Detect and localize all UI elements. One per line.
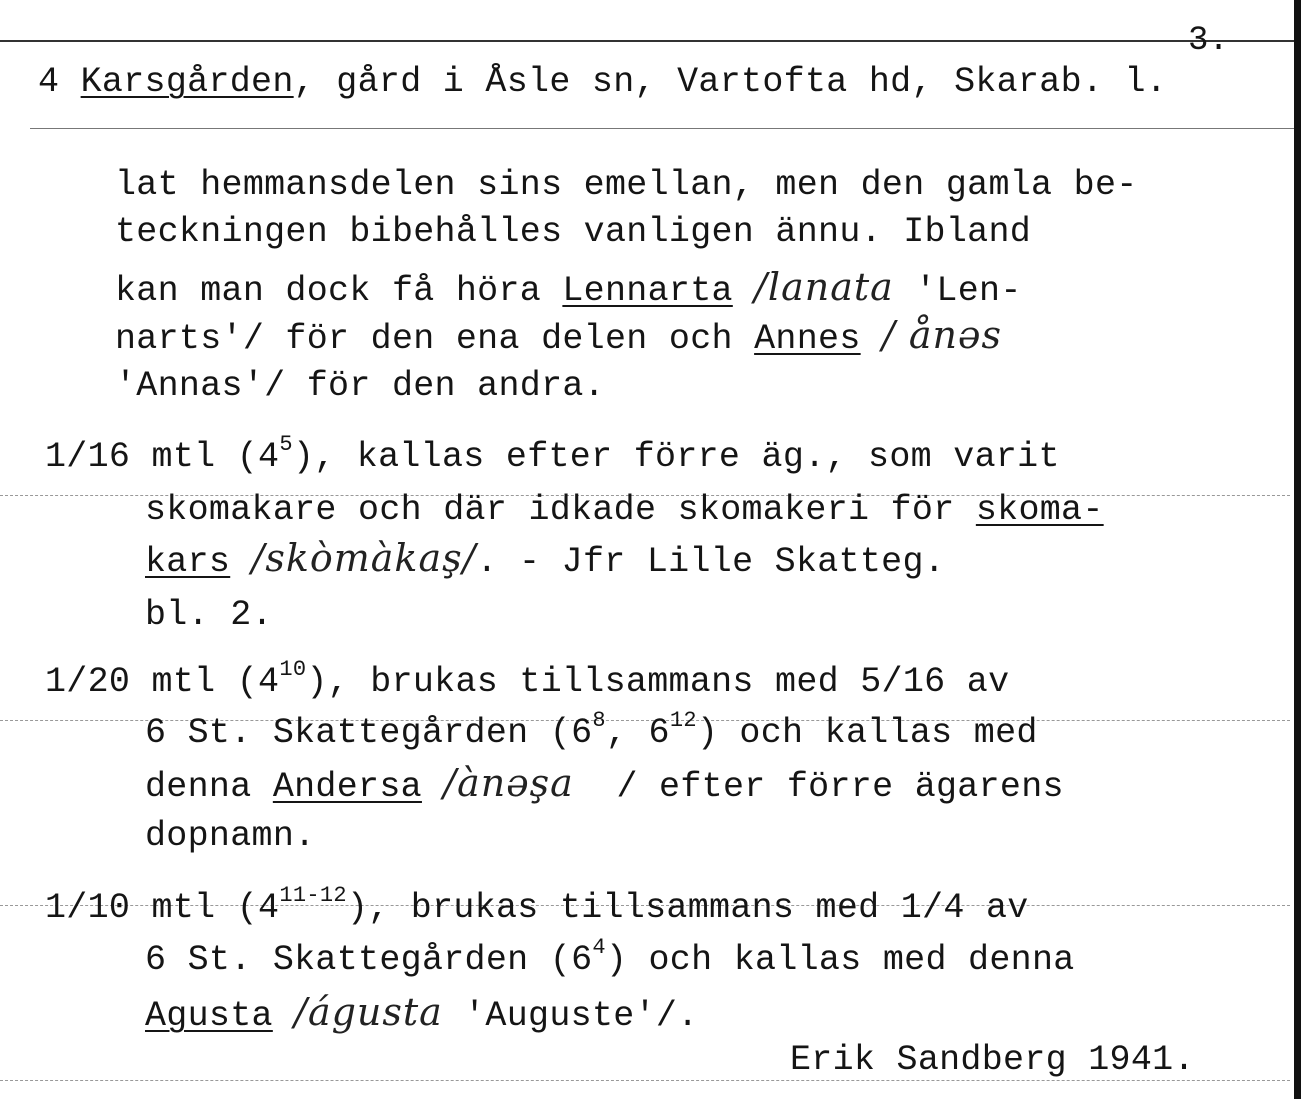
- para1-line1: lat hemmansdelen sins emellan, men den gamla be-: [115, 165, 1138, 205]
- superscript: 8: [592, 708, 606, 733]
- text-span: 6 St. Skattegården (6: [145, 940, 593, 980]
- name-annes: Annes: [754, 319, 861, 359]
- text-span: 'Auguste'/.: [442, 996, 699, 1036]
- text-span: 'Len-: [893, 271, 1022, 311]
- text-span: ) och kallas med: [696, 713, 1038, 753]
- header-line: [38, 62, 1167, 102]
- para1-line5: 'Annas'/ för den andra.: [115, 366, 605, 406]
- text-span: skomakare och där idkade skomakeri för: [145, 490, 976, 530]
- para2-line3: [145, 538, 945, 582]
- superscript: 4: [592, 935, 606, 960]
- para2-line1: [45, 432, 1060, 477]
- superscript: 12: [669, 708, 697, 733]
- superscript: 5: [279, 432, 293, 457]
- handwritten-pronunciation: /águsta: [294, 990, 443, 1034]
- para4-line3: [145, 992, 698, 1036]
- para1-line3: [115, 267, 1022, 311]
- text-span: 6 St. Skattegården (6: [145, 713, 593, 753]
- para2-line2: [145, 490, 1104, 530]
- para3-line1: [45, 657, 1010, 702]
- text-span: narts'/ för den ena delen och: [115, 319, 755, 359]
- text-span: kan man dock få höra: [115, 271, 563, 311]
- header-location: , gård i Åsle sn, Vartofta hd, Skarab. l.: [293, 62, 1168, 102]
- text-span: denna: [145, 767, 273, 807]
- para1-line4: [115, 315, 1002, 359]
- para3-line2: [145, 708, 1038, 753]
- right-edge-bar: [1294, 0, 1301, 1099]
- para4-line2: [145, 935, 1075, 980]
- signature: Erik Sandberg 1941.: [790, 1040, 1195, 1080]
- handwritten-pronunciation: / ånəs: [881, 313, 1002, 357]
- name-agusta: Agusta: [145, 996, 273, 1036]
- para4-line1: [45, 883, 1029, 928]
- text-span: ) och kallas med denna: [605, 940, 1075, 980]
- para1-line2: teckningen bibehålles vanligen ännu. Ibland: [115, 212, 1032, 252]
- fraction: 1/10 mtl (4: [45, 888, 280, 928]
- farm-name: Karsgården: [80, 62, 294, 102]
- superscript: 11-12: [279, 883, 347, 908]
- text-span: . - Jfr Lille Skatteg.: [476, 542, 946, 582]
- handwritten-pronunciation: /lanata: [754, 265, 894, 309]
- name-skomakars-b: kars: [145, 542, 231, 582]
- para3-line4: dopnamn.: [145, 816, 316, 856]
- text-span: / efter förre ägarens: [573, 767, 1064, 807]
- name-skomakars-a: skoma-: [975, 490, 1104, 530]
- handwritten-pronunciation: /skòmàkaş/: [251, 536, 477, 580]
- text-span: ), kallas efter förre äg., som varit: [292, 437, 1060, 477]
- name-andersa: Andersa: [272, 767, 422, 807]
- card-number: 3.: [1188, 22, 1229, 60]
- top-rule: [0, 40, 1295, 42]
- entry-number: 4: [38, 62, 60, 102]
- text-span: ), brukas tillsammans med 1/4 av: [346, 888, 1029, 928]
- fraction: 1/16 mtl (4: [45, 437, 280, 477]
- para2-line4: bl. 2.: [145, 595, 273, 635]
- fraction: 1/20 mtl (4: [45, 662, 280, 702]
- text-span: , 6: [605, 713, 670, 753]
- name-lennarta: Lennarta: [562, 271, 733, 311]
- header-rule: [30, 128, 1295, 129]
- dashed-rule: [0, 1080, 1290, 1081]
- handwritten-pronunciation: /ànəşa: [443, 761, 574, 805]
- superscript: 10: [279, 657, 307, 682]
- para3-line3: [145, 763, 1064, 807]
- text-span: ), brukas tillsammans med 5/16 av: [306, 662, 1010, 702]
